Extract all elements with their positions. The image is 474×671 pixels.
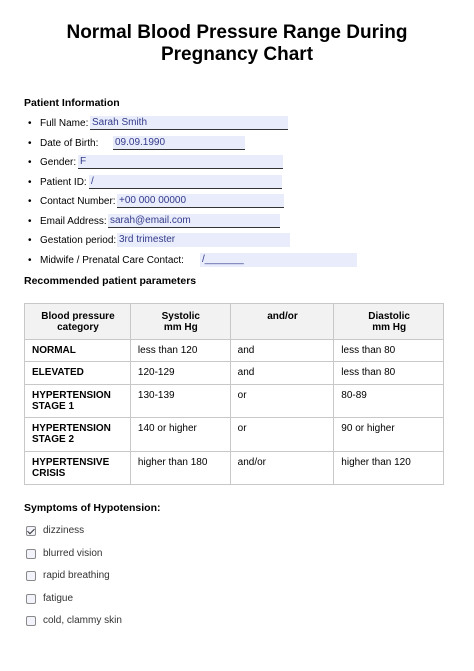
parameters-heading: Recommended patient parameters bbox=[24, 275, 197, 287]
fatigue-checkbox[interactable] bbox=[26, 594, 36, 604]
symptom-label: blurred vision bbox=[43, 547, 103, 559]
category-cell: HYPERTENSION STAGE 1 bbox=[25, 385, 131, 418]
header-systolic: Systolic mm Hg bbox=[130, 304, 230, 340]
field-full-name bbox=[28, 114, 184, 134]
field-date-of-birth bbox=[28, 134, 184, 154]
list-item bbox=[26, 520, 122, 543]
full-name-field[interactable]: Sarah Smith bbox=[90, 116, 288, 130]
category-cell: NORMAL bbox=[25, 340, 131, 362]
email-address-label: Email Address: bbox=[40, 215, 107, 227]
andor-cell: or bbox=[230, 418, 334, 452]
symptoms-checklist bbox=[26, 520, 122, 633]
bp-parameters-table bbox=[24, 303, 444, 485]
systolic-cell: less than 120 bbox=[130, 340, 230, 362]
symptom-label: rapid breathing bbox=[43, 570, 110, 582]
symptoms-heading: Symptoms of Hypotension: bbox=[24, 502, 161, 514]
table-header-row bbox=[25, 304, 444, 340]
full-name-label: Full Name: bbox=[40, 118, 89, 129]
field-email-address bbox=[28, 212, 191, 232]
patient-id-field[interactable]: / bbox=[89, 175, 282, 189]
category-cell: HYPERTENSION STAGE 2 bbox=[25, 418, 131, 452]
andor-cell: and bbox=[230, 340, 334, 362]
field-midwife-contact bbox=[28, 251, 244, 271]
cold-clammy-skin-checkbox[interactable] bbox=[26, 616, 36, 626]
list-item bbox=[26, 610, 122, 633]
blurred-vision-checkbox[interactable] bbox=[26, 549, 36, 559]
field-contact-number bbox=[28, 192, 187, 212]
systolic-cell: 130-139 bbox=[130, 385, 230, 418]
date-of-birth-field[interactable]: 09.09.1990 bbox=[113, 136, 245, 150]
field-gestation-period bbox=[28, 231, 184, 251]
field-gender bbox=[28, 153, 184, 173]
title-line-2: Pregnancy Chart bbox=[160, 44, 314, 65]
symptom-label: dizziness bbox=[43, 525, 85, 537]
patient-id-label: Patient ID: bbox=[40, 176, 87, 188]
gender-field[interactable]: F bbox=[78, 155, 283, 169]
symptom-label: fatigue bbox=[43, 592, 74, 604]
category-cell: ELEVATED bbox=[25, 362, 131, 385]
date-of-birth-label: Date of Birth: bbox=[40, 137, 99, 149]
systolic-cell: 140 or higher bbox=[130, 418, 230, 452]
field-patient-id bbox=[28, 173, 184, 193]
category-cell: HYPERTENSIVE CRISIS bbox=[25, 452, 131, 485]
midwife-contact-label: Midwife / Prenatal Care Contact: bbox=[40, 254, 184, 266]
table-row bbox=[25, 340, 444, 362]
list-item bbox=[26, 543, 122, 566]
diastolic-cell: 80-89 bbox=[334, 385, 444, 418]
table-row bbox=[25, 418, 444, 452]
header-category: Blood pressure category bbox=[25, 304, 131, 340]
diastolic-cell: less than 80 bbox=[334, 340, 444, 362]
symptom-label: cold, clammy skin bbox=[43, 615, 122, 627]
table-row bbox=[25, 452, 444, 485]
table-row bbox=[25, 385, 444, 418]
contact-number-field[interactable]: +00 000 00000 bbox=[117, 194, 284, 208]
patient-info-list bbox=[28, 114, 244, 270]
gestation-period-field[interactable]: 3rd trimester bbox=[117, 233, 290, 247]
gestation-period-label: Gestation period: bbox=[40, 235, 117, 246]
title-line-1: Normal Blood Pressure Range During bbox=[66, 22, 408, 43]
list-item bbox=[26, 588, 122, 611]
andor-cell: or bbox=[230, 385, 334, 418]
diastolic-cell: less than 80 bbox=[334, 362, 444, 385]
header-andor: and/or bbox=[230, 304, 334, 340]
systolic-cell: 120-129 bbox=[130, 362, 230, 385]
diastolic-cell: 90 or higher bbox=[334, 418, 444, 452]
rapid-breathing-checkbox[interactable] bbox=[26, 571, 36, 581]
diastolic-cell: higher than 120 bbox=[334, 452, 444, 485]
systolic-cell: higher than 180 bbox=[130, 452, 230, 485]
midwife-contact-field[interactable]: /_______ bbox=[200, 253, 357, 267]
email-address-field[interactable]: sarah@email.com bbox=[108, 214, 280, 228]
andor-cell: and/or bbox=[230, 452, 334, 485]
header-diastolic: Diastolic mm Hg bbox=[334, 304, 444, 340]
table-row bbox=[25, 362, 444, 385]
andor-cell: and bbox=[230, 362, 334, 385]
contact-number-label: Contact Number: bbox=[40, 196, 116, 207]
document-title bbox=[0, 22, 474, 66]
gender-label: Gender: bbox=[40, 157, 77, 168]
list-item bbox=[26, 565, 122, 588]
patient-info-heading: Patient Information bbox=[24, 97, 120, 109]
dizziness-checkbox[interactable] bbox=[26, 526, 36, 536]
